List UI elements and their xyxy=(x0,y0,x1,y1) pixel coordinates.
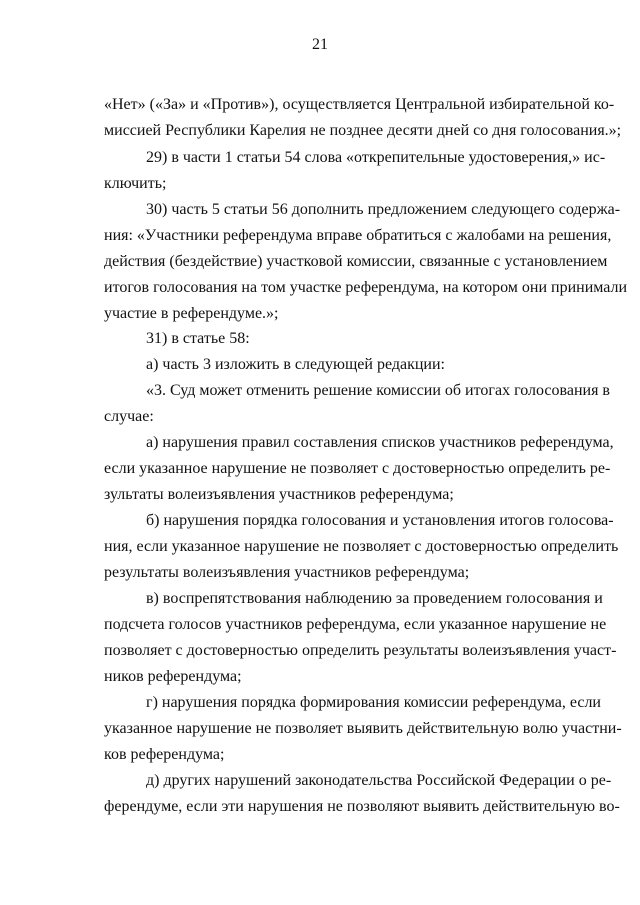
text-line: действия (бездействие) участковой комиссии, связанные с установлением xyxy=(104,253,608,270)
text-line: «3. Суд может отменить решение комиссии об итогах голосования в xyxy=(146,382,610,399)
text-line: ников референдума; xyxy=(104,668,242,685)
text-line: ков референдума; xyxy=(104,746,225,763)
text-line: итогов голосования на том участке референдума, на котором они принимали xyxy=(104,279,628,296)
text-line: ния, если указанное нарушение не позволяет с достоверностью определить xyxy=(104,538,619,555)
text-line: 31) в статье 58: xyxy=(146,330,250,347)
text-line: если указанное нарушение не позволяет с достоверностью определить ре- xyxy=(104,460,611,477)
page-number: 21 xyxy=(312,36,328,53)
text-line: б) нарушения порядка голосования и установления итогов голосова- xyxy=(146,512,614,529)
text-line: ферендуме, если эти нарушения не позволяют выявить действительную во- xyxy=(104,798,620,815)
text-line: а) часть 3 изложить в следующей редакции: xyxy=(146,356,445,373)
text-line: а) нарушения правил составления списков участников референдума, xyxy=(146,434,614,451)
text-line: 30) часть 5 статьи 56 дополнить предложением следующего содержа- xyxy=(146,201,621,218)
text-line: в) воспрепятствования наблюдению за проведением голосования и xyxy=(146,590,603,607)
text-line: г) нарушения порядка формирования комиссии референдума, если xyxy=(146,694,601,711)
text-line: позволяет с достоверностью определить результаты волеизъявления участ- xyxy=(104,642,617,659)
text-line: участие в референдуме.»; xyxy=(104,305,279,322)
text-line: «Нет» («За» и «Против»), осуществляется Центральной избирательной ко- xyxy=(104,96,615,113)
text-line: случае: xyxy=(104,408,154,425)
text-line: зультаты волеизъявления участников референдума; xyxy=(104,486,454,503)
text-line: результаты волеизъявления участников референдума; xyxy=(104,564,470,581)
text-line: 29) в части 1 статьи 54 слова «открепительные удостоверения,» ис- xyxy=(146,149,606,166)
text-line: миссией Республики Карелия не позднее десяти дней со дня голосования.»; xyxy=(104,122,622,139)
text-line: указанное нарушение не позволяет выявить действительную волю участни- xyxy=(104,720,622,737)
text-line: подсчета голосов участников референдума, если указанное нарушение не xyxy=(104,616,607,633)
text-line: д) других нарушений законодательства Российской Федерации о ре- xyxy=(146,772,612,789)
text-line: ния: «Участники референдума вправе обратиться с жалобами на решения, xyxy=(104,227,612,244)
text-line: ключить; xyxy=(104,175,167,192)
